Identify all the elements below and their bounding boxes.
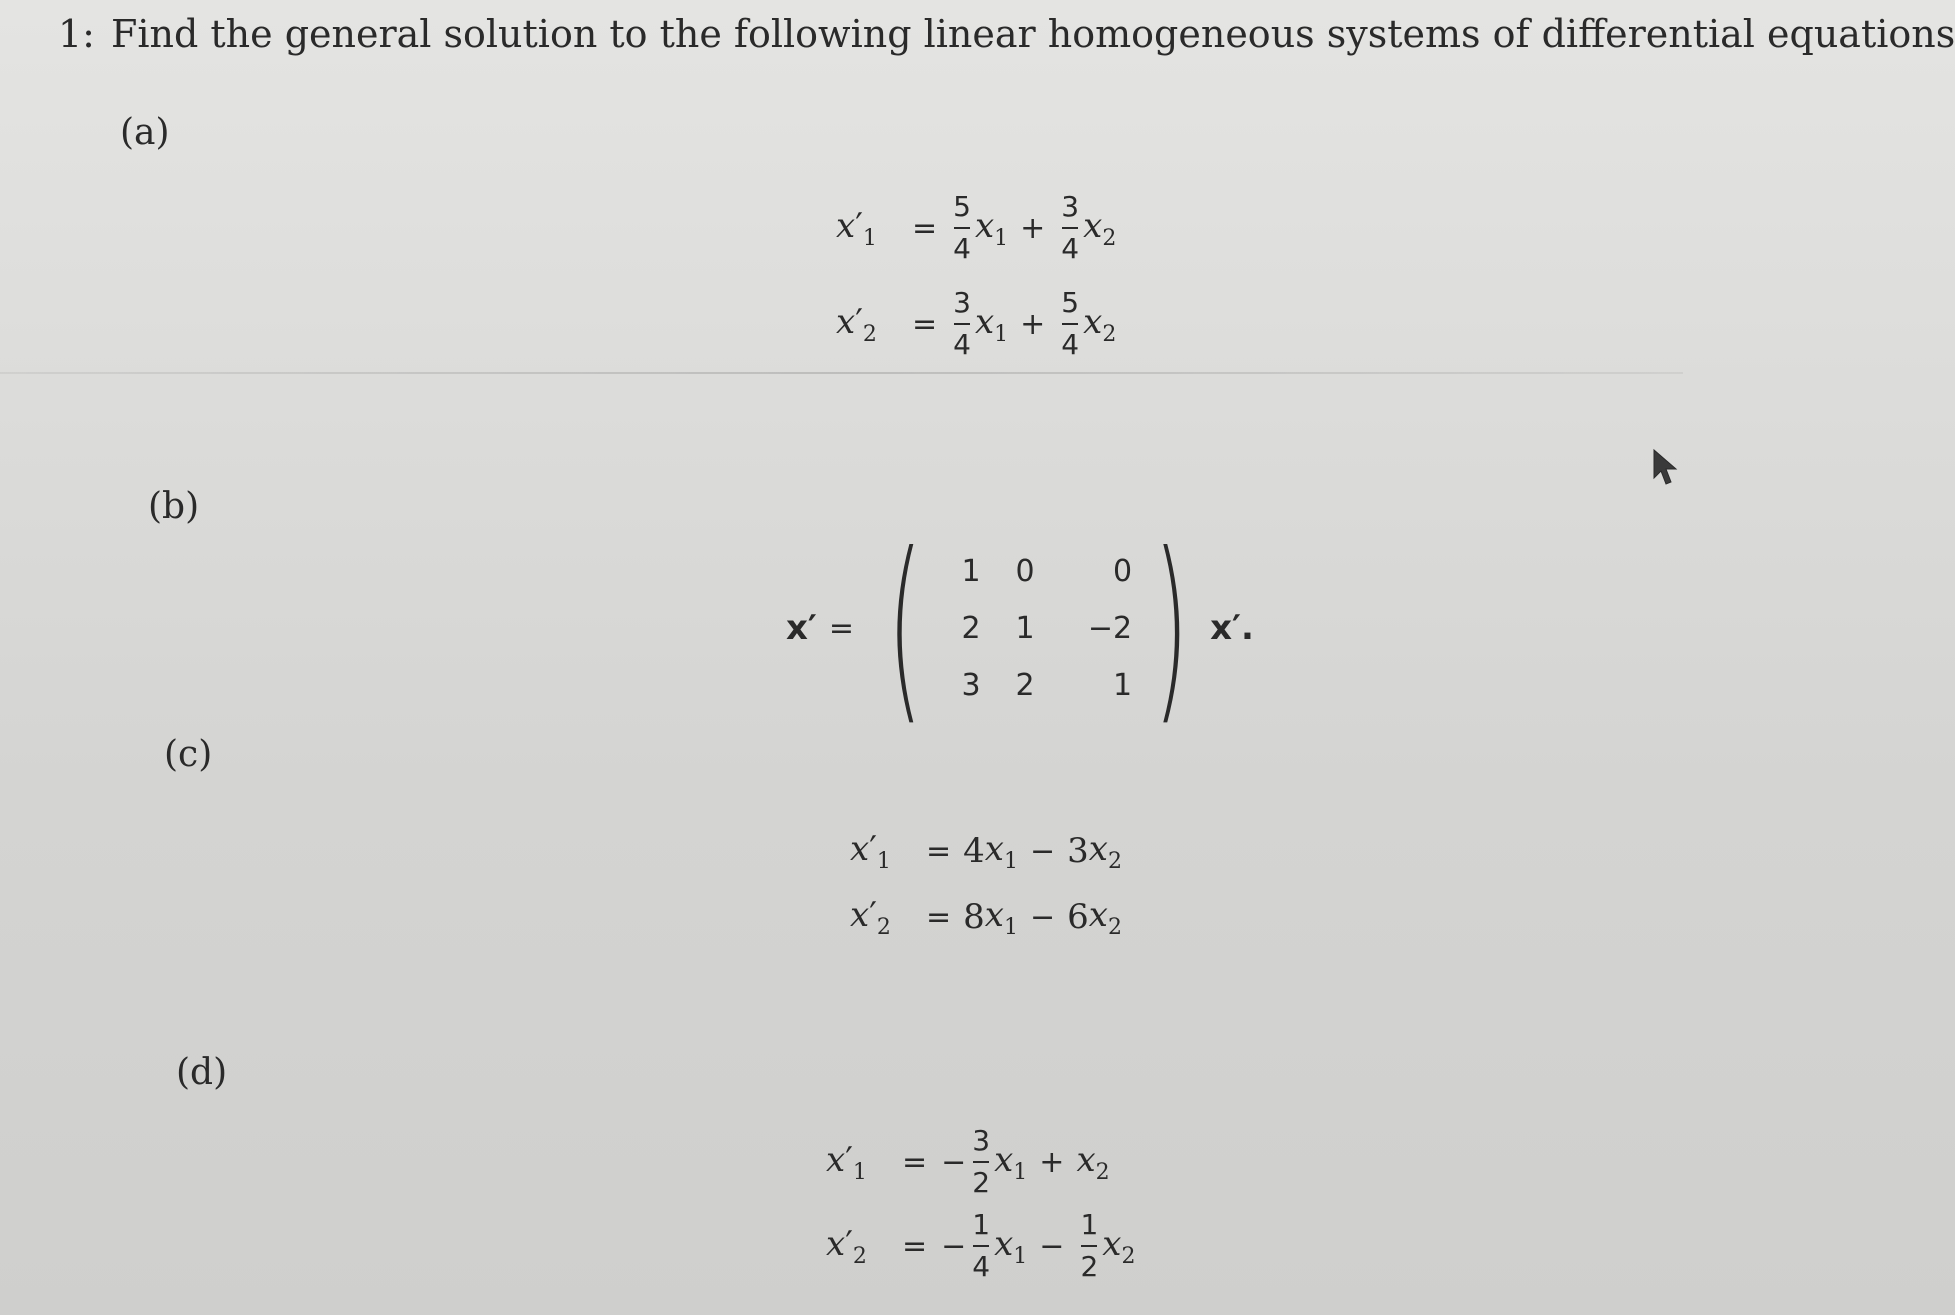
coefficient-matrix bbox=[944, 554, 1132, 703]
problem-heading bbox=[58, 12, 1955, 56]
part-b-equation: x′ = ( 1 0 0 2 1 −2 3 2 1 ) x′. bbox=[786, 511, 1254, 744]
part-d-label: (d) bbox=[176, 1052, 228, 1093]
fraction: $\frac{3}{4}$ bbox=[953, 286, 971, 361]
part-b-label: (b) bbox=[148, 486, 200, 527]
part-a-label: (a) bbox=[120, 112, 170, 153]
fraction: $\frac{1}{2}$ bbox=[1080, 1208, 1099, 1283]
matrix-cell: 0 bbox=[1015, 553, 1035, 589]
fraction: $\frac{5}{4}$ bbox=[1061, 286, 1080, 361]
part-d-equations bbox=[826, 1120, 1135, 1288]
problem-number: 1: bbox=[58, 12, 95, 56]
matrix-cell: 2 bbox=[961, 610, 981, 646]
problem-title: Find the general solution to the following linear homogeneous systems of differential equations bbox=[110, 12, 1955, 56]
fraction: $\frac{3}{4}$ bbox=[1061, 190, 1080, 265]
part-a-equations bbox=[836, 180, 1116, 372]
right-paren: ) bbox=[1153, 511, 1189, 744]
part-a-eq1: $x'_1$ = $\frac{5}{4}$ $x_1$ + $\frac{3}{4}$ $x_2$ bbox=[836, 190, 1117, 265]
fraction: $\frac{1}{4}$ bbox=[972, 1208, 991, 1283]
mouse-pointer-icon bbox=[1652, 448, 1678, 492]
matrix-cell: 0 bbox=[1112, 553, 1133, 589]
part-c-eq2: $x'_2$ = 8 $x_1$ − 6 $x_2$ bbox=[850, 894, 1122, 940]
matrix-cell: 1 bbox=[1112, 667, 1133, 703]
part-c-label: (c) bbox=[164, 734, 213, 775]
part-d-eq1: $x'_1$ = − $\frac{3}{2}$ $x_1$ + $x_2$ bbox=[826, 1124, 1110, 1199]
matrix-cell: 1 bbox=[1015, 610, 1035, 646]
matrix-cell: 2 bbox=[1015, 667, 1035, 703]
part-d-eq2: $x'_2$ = − $\frac{1}{4}$ $x_1$ − $\frac{1}{2}$ $x_2$ bbox=[826, 1208, 1136, 1283]
matrix-cell: −2 bbox=[1087, 610, 1133, 646]
paper-fold-line bbox=[0, 372, 1683, 374]
matrix-cell: 1 bbox=[961, 553, 981, 589]
part-a-eq2: $x'_2$ = $\frac{3}{4}$ $x_1$ + $\frac{5}{4}$ $x_2$ bbox=[836, 286, 1117, 361]
left-paren: ( bbox=[887, 511, 923, 744]
fraction: $\frac{3}{2}$ bbox=[972, 1124, 991, 1199]
part-c-equations bbox=[850, 818, 1122, 950]
fraction: $\frac{5}{4}$ bbox=[953, 190, 971, 265]
matrix-cell: 3 bbox=[961, 667, 981, 703]
part-c-eq1: $x'_1$ = 4 $x_1$ − 3 $x_2$ bbox=[850, 828, 1122, 874]
